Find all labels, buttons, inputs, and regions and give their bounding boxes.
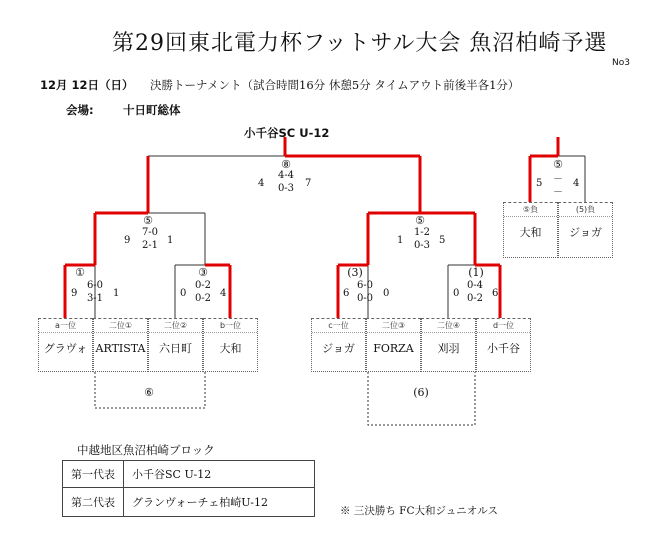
left-semi-number: ⑤ (143, 214, 153, 227)
rep-label: 第二代表 (63, 488, 124, 517)
match-left-total: 9 (71, 288, 78, 299)
right-semi-right-total: 5 (439, 235, 446, 246)
team-box (38, 318, 93, 372)
table-row (63, 461, 315, 488)
final-right-total: 7 (305, 178, 312, 189)
team-rank: ⑤負 (504, 203, 557, 217)
page-title: 第29回東北電力杯フットサル大会 魚沼柏崎予選 (112, 31, 608, 56)
table-row (63, 488, 315, 517)
event-description: 決勝トーナメント（試合時間16分 休憩5分 タイムアウト前後半各1分） (150, 78, 520, 92)
third-place-left-total: 5 (536, 178, 543, 189)
team-rank: 二位① (94, 319, 147, 333)
team-rank: (5)負 (559, 203, 612, 217)
match-number: (3) (347, 266, 363, 279)
match-right-total: 4 (220, 288, 227, 299)
left-semi-right-total: 1 (167, 235, 174, 246)
match-number: ③ (198, 266, 208, 279)
team-name: ARTISTA (95, 342, 146, 355)
match-number: ① (75, 266, 85, 279)
match-half2: 0-2 (194, 293, 212, 304)
match-half1: 0-2 (194, 280, 212, 291)
final-half1: 4-4 (277, 170, 295, 181)
team-name: 大和 (519, 226, 542, 239)
third-team-box (503, 202, 558, 258)
rep-label: 第一代表 (63, 461, 124, 488)
team-rank: c一位 (312, 319, 365, 333)
right-semi-half1: 1-2 (413, 227, 431, 238)
right-semi-number: ⑤ (415, 214, 425, 227)
team-name: 刈羽 (437, 342, 460, 355)
match-left-total: 0 (180, 288, 187, 299)
match-date: 12月 12日（日） (40, 78, 134, 92)
match-half1: 0-4 (466, 280, 484, 291)
match-right-total: 1 (113, 288, 120, 299)
third-place-half2: － (553, 187, 563, 198)
third-place-right-total: 4 (573, 178, 580, 189)
match-right-total: 0 (383, 288, 390, 299)
team-name: ジョガ (322, 342, 355, 355)
team-box (366, 318, 421, 372)
team-rank: a一位 (39, 319, 92, 333)
left-semi-half1: 7-0 (141, 227, 159, 238)
team-name: 小千谷 (487, 342, 520, 355)
team-box (421, 318, 476, 372)
lower-left-match-number: ⑥ (144, 386, 154, 399)
page-number: No3 (612, 58, 630, 68)
right-semi-half2: 0-3 (413, 240, 431, 251)
match-half2: 0-2 (466, 293, 484, 304)
match-number: (1) (468, 266, 484, 279)
team-box (93, 318, 148, 372)
team-rank: b一位 (204, 319, 257, 333)
rep-team: グランヴォーチェ柏崎U-12 (124, 488, 315, 517)
team-rank: d一位 (477, 319, 530, 333)
note-text: ※ 三決勝ち FC大和ジュニオルス (340, 505, 498, 517)
team-rank: 二位② (149, 319, 202, 333)
rep-team: 小千谷SC U-12 (124, 461, 315, 488)
lower-right-match-number: (6) (413, 386, 429, 399)
team-name: FORZA (373, 342, 414, 355)
team-name: グラヴォ (43, 342, 88, 355)
third-team-box (558, 202, 613, 258)
team-name: ジョガ (569, 226, 602, 239)
team-rank: 二位④ (422, 319, 475, 333)
match-half1: 6-0 (356, 280, 374, 291)
right-semi-left-total: 1 (397, 235, 404, 246)
team-box (476, 318, 531, 372)
match-left-total: 0 (453, 288, 460, 299)
team-box (203, 318, 258, 372)
final-half2: 0-3 (277, 183, 295, 194)
match-right-total: 6 (492, 288, 499, 299)
match-left-total: 6 (343, 288, 350, 299)
final-left-total: 4 (258, 178, 265, 189)
third-place-half1: － (553, 174, 563, 185)
left-semi-half2: 2-1 (141, 240, 159, 251)
left-semi-left-total: 9 (124, 235, 131, 246)
team-box (311, 318, 366, 372)
team-rank: 二位③ (367, 319, 420, 333)
champion-name: 小千谷SC U-12 (244, 126, 330, 140)
match-half2: 0-0 (356, 293, 374, 304)
venue-label: 会場: (66, 103, 94, 117)
match-half2: 3-1 (86, 293, 104, 304)
team-name: 六日町 (159, 342, 192, 355)
final-match-number: ⑧ (281, 158, 291, 171)
team-name: 大和 (219, 342, 242, 355)
block-title: 中越地区魚沼柏崎ブロック (77, 443, 215, 457)
match-half1: 6-0 (86, 280, 104, 291)
team-box (148, 318, 203, 372)
representatives-table (62, 460, 315, 517)
venue-name: 十日町総体 (123, 103, 181, 117)
third-place-number: ⑤ (553, 158, 563, 171)
